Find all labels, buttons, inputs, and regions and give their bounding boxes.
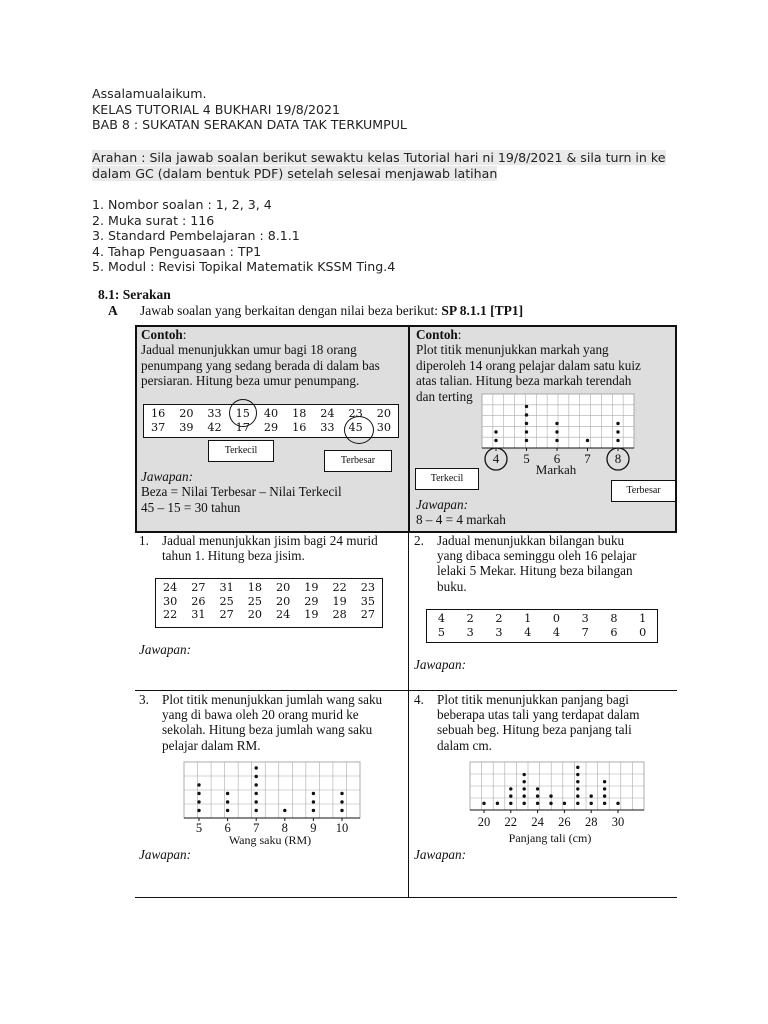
data-point	[255, 792, 258, 795]
q2-jawapan[interactable]: Jawapan:	[414, 657, 467, 672]
data-point	[586, 439, 589, 442]
q1-mass-table	[155, 578, 383, 628]
table-cell: 30	[376, 420, 391, 434]
x-tick-label: 5	[523, 451, 530, 466]
data-point	[494, 439, 497, 442]
x-tick-label: 8	[281, 821, 288, 835]
table-cell: 17	[235, 420, 250, 434]
instruction	[92, 150, 692, 181]
data-point	[576, 766, 579, 769]
table-cell: 20	[276, 581, 291, 594]
example-title: Contoh	[141, 327, 183, 342]
jawapan-label: Jawapan:	[141, 469, 194, 484]
table-cell: 3	[581, 612, 589, 625]
data-point	[226, 792, 229, 795]
table-cell: 25	[247, 594, 262, 608]
data-point	[496, 802, 499, 805]
questions-mid-divider	[135, 690, 677, 691]
info-item: 1. Nombor soalan : 1, 2, 3, 4	[92, 197, 272, 212]
x-axis-label: Markah	[535, 462, 577, 477]
instruction-line-1: Arahan : Sila jawab soalan berikut sewaktu kelas Tutorial hari ni 19/8/2021 & sila turn in ke	[92, 150, 666, 165]
table-cell: 22	[163, 608, 178, 621]
answer-line: Beza = Nilai Terbesar – Nilai Terkecil	[141, 484, 342, 500]
data-point	[549, 802, 552, 805]
x-tick-label: 30	[611, 815, 625, 829]
q3-text-line: Plot titik menunjukkan jumlah wang saku	[162, 692, 383, 707]
example-title-colon: :	[457, 327, 462, 342]
data-point	[523, 773, 526, 776]
table-cell: 31	[191, 608, 206, 621]
info-item: 4. Tahap Penguasaan : TP1	[92, 243, 262, 259]
x-tick-label: 20	[477, 815, 491, 829]
class-line: KELAS TUTORIAL 4 BUKHARI 19/8/2021	[92, 101, 341, 117]
data-point	[340, 809, 343, 812]
q4-text-line: Plot titik menunjukkan panjang bagi	[437, 692, 629, 707]
data-point	[197, 800, 200, 803]
x-axis-label: Wang saku (RM)	[228, 833, 312, 847]
table-cell: 45	[348, 420, 363, 434]
data-point	[523, 787, 526, 790]
data-point	[576, 802, 579, 805]
data-point	[616, 802, 619, 805]
q2-books-table	[426, 609, 658, 643]
table-cell: 27	[360, 608, 375, 621]
x-tick-label: 26	[558, 815, 571, 829]
data-point	[340, 800, 343, 803]
example-text-line: dan terting	[416, 388, 473, 404]
example-text-line: atas talian. Hitung beza markah terendah	[416, 373, 632, 389]
q4-text	[437, 692, 673, 753]
questions-bottom-line	[135, 897, 677, 898]
q4-number: 4.	[414, 692, 424, 707]
table-cell: 29	[263, 420, 279, 434]
q4-dot-plot	[466, 760, 646, 846]
data-point	[523, 780, 526, 783]
table-cell: 1	[524, 612, 532, 625]
example-title: Contoh	[416, 327, 458, 342]
data-point	[616, 439, 619, 442]
q3-number: 3.	[139, 692, 149, 707]
data-point	[523, 794, 526, 797]
q3-jawapan[interactable]: Jawapan:	[139, 847, 192, 862]
table-cell: 20	[179, 407, 194, 420]
x-axis-label: Panjang tali (cm)	[508, 831, 592, 845]
example-text-line: Jadual menunjukkan umur bagi 18 orang	[141, 342, 357, 358]
table-cell: 26	[191, 594, 206, 608]
q1-jawapan[interactable]: Jawapan:	[139, 642, 192, 657]
data-point	[555, 439, 558, 442]
x-tick-label: 7	[584, 451, 591, 466]
table-cell: 28	[332, 608, 347, 621]
q3-text-line: pelajar dalam RM.	[162, 737, 261, 753]
example-left-text	[141, 327, 406, 389]
q3-text	[162, 692, 402, 753]
data-point	[312, 792, 315, 795]
table-cell: 3	[466, 625, 474, 639]
x-tick-label: 4	[492, 451, 500, 466]
answer-line: 45 – 15 = 30 tahun	[141, 499, 241, 515]
label-terkecil-right: Terkecil	[415, 468, 479, 490]
section-text: Jawab soalan yang berkaitan dengan nilai beza berikut:	[140, 303, 442, 318]
data-point	[603, 802, 606, 805]
section-sp: SP 8.1.1 [TP1]	[441, 303, 524, 318]
table-cell: 27	[219, 608, 234, 621]
table-cell: 20	[376, 407, 391, 420]
chapter-line: BAB 8 : SUKATAN SERAKAN DATA TAK TERKUMPUL	[92, 117, 407, 133]
q2-text-line: yang dibaca seminggu oleh 16 pelajar	[437, 548, 637, 564]
example-title-colon: :	[182, 327, 187, 342]
data-point	[525, 439, 528, 442]
data-point	[312, 809, 315, 812]
q1-number: 1.	[139, 533, 149, 548]
data-point	[525, 405, 528, 408]
label-terbesar-left: Terbesar	[324, 450, 392, 472]
q1-text-line: Jadual menunjukkan jisim bagi 24 murid	[162, 533, 378, 548]
x-tick-label: 28	[584, 815, 598, 829]
data-point	[563, 802, 566, 805]
section-a-line	[108, 303, 523, 319]
q1-mass-grid	[156, 581, 382, 622]
data-point	[482, 802, 485, 805]
data-point	[340, 792, 343, 795]
table-row	[156, 595, 382, 609]
q3-dot-plot	[180, 758, 362, 848]
table-cell: 2	[466, 612, 474, 625]
info-item: 5. Modul : Revisi Topikal Matematik KSSM Ting.4	[92, 259, 396, 275]
data-point	[525, 430, 528, 433]
data-point	[197, 783, 200, 786]
table-cell: 7	[581, 625, 589, 639]
x-tick-label: 5	[195, 821, 203, 835]
data-point	[525, 413, 528, 416]
x-tick-label: 6	[553, 451, 561, 466]
table-cell: 22	[332, 581, 347, 594]
document-header	[92, 86, 692, 133]
data-point	[509, 794, 512, 797]
q2-text	[437, 533, 673, 594]
q1-text-line: tahun 1. Hitung beza jisim.	[162, 548, 305, 564]
q2-text-line: lelaki 5 Mekar. Hitung beza bilangan	[437, 563, 633, 579]
data-point	[509, 802, 512, 805]
x-tick-label: 10	[335, 821, 349, 835]
data-point	[555, 430, 558, 433]
table-cell: 40	[263, 407, 279, 420]
info-item: 3. Standard Pembelajaran : 8.1.1	[92, 228, 300, 244]
min-value-circle	[229, 399, 257, 427]
table-cell: 23	[348, 407, 363, 420]
table-cell: 4	[552, 625, 560, 639]
data-point	[536, 802, 539, 805]
table-cell: 0	[552, 612, 560, 625]
q4-text-line: beberapa utas tali yang terdapat dalam	[437, 707, 640, 723]
data-point	[576, 794, 579, 797]
data-point	[255, 809, 258, 812]
q2-text-line: Jadual menunjukkan bilangan buku	[437, 533, 625, 548]
table-row	[156, 581, 382, 595]
table-cell: 35	[360, 594, 375, 608]
example-left-answer	[141, 469, 406, 515]
q4-text-line: dalam cm.	[437, 737, 492, 753]
table-cell: 37	[150, 420, 166, 434]
data-point	[255, 800, 258, 803]
q1-text	[162, 533, 402, 563]
data-point	[536, 794, 539, 797]
x-tick-label: 22	[504, 815, 518, 829]
table-cell: 1	[639, 612, 647, 625]
data-point	[255, 775, 258, 778]
example-text-line: Plot titik menunjukkan markah yang	[416, 342, 609, 358]
instruction-line-2: dalam GC (dalam bentuk PDF) setelah selesai menjawab latihan	[92, 165, 498, 181]
table-cell: 19	[304, 608, 319, 621]
x-tick-label: 6	[224, 821, 231, 835]
data-point	[494, 430, 497, 433]
table-cell: 33	[207, 407, 222, 420]
table-row	[427, 612, 657, 626]
data-point	[603, 787, 606, 790]
data-point	[525, 422, 528, 425]
example-text-line: persiaran. Hitung beza umur penumpang.	[141, 373, 360, 389]
greeting: Assalamualaikum.	[92, 86, 207, 101]
table-cell: 31	[219, 581, 234, 594]
data-point	[576, 780, 579, 783]
data-point	[523, 802, 526, 805]
table-row	[156, 608, 382, 622]
table-cell: 25	[219, 594, 234, 608]
info-list	[92, 197, 692, 275]
data-point	[312, 800, 315, 803]
data-point	[603, 780, 606, 783]
jawapan-label: Jawapan:	[416, 497, 469, 512]
max-value-circle	[344, 416, 374, 444]
table-cell: 39	[179, 420, 194, 434]
x-tick-label: 8	[614, 451, 622, 466]
q2-text-line: buku.	[437, 578, 467, 594]
table-cell: 18	[247, 581, 262, 594]
table-cell: 19	[332, 594, 347, 608]
data-point	[197, 809, 200, 812]
q2-books-grid	[427, 612, 657, 639]
table-cell: 42	[207, 420, 222, 434]
example-divider	[408, 325, 410, 533]
data-point	[226, 800, 229, 803]
table-cell: 5	[437, 625, 445, 639]
table-cell: 4	[524, 625, 532, 639]
data-point	[616, 422, 619, 425]
x-tick-label: 7	[253, 821, 260, 835]
example-right-answer	[416, 497, 674, 528]
data-point	[616, 430, 619, 433]
data-point	[555, 422, 558, 425]
data-point	[255, 783, 258, 786]
table-cell: 16	[150, 407, 166, 420]
q3-text-line: yang di bawa oleh 20 orang murid ke	[162, 707, 359, 723]
table-cell: 18	[292, 407, 307, 420]
table-cell: 24	[276, 608, 291, 621]
table-cell: 15	[235, 407, 250, 420]
section-letter: A	[108, 303, 118, 318]
table-cell: 4	[437, 612, 445, 625]
questions-center-divider	[408, 533, 409, 898]
table-cell: 6	[610, 625, 618, 639]
table-cell: 29	[304, 594, 319, 608]
table-cell: 19	[304, 581, 319, 594]
x-tick-label: 24	[531, 815, 544, 829]
answer-line: 8 – 4 = 4 markah	[416, 512, 506, 528]
example-dot-plot	[478, 392, 636, 480]
table-cell: 8	[610, 612, 618, 625]
x-tick-label: 9	[310, 821, 317, 835]
data-point	[590, 794, 593, 797]
table-cell: 2	[495, 612, 503, 625]
table-cell: 30	[163, 594, 178, 608]
table-cell: 23	[360, 581, 375, 594]
table-row	[427, 626, 657, 640]
table-cell: 16	[292, 420, 307, 434]
table-cell: 20	[276, 594, 291, 608]
label-terkecil-left: Terkecil	[208, 440, 274, 462]
data-point	[255, 766, 258, 769]
q3-text-line: sekolah. Hitung beza jumlah wang saku	[162, 722, 373, 738]
table-cell: 3	[495, 625, 503, 639]
data-point	[590, 802, 593, 805]
table-cell: 33	[320, 420, 335, 434]
data-point	[576, 773, 579, 776]
info-item: 2. Muka surat : 116	[92, 212, 215, 228]
q4-jawapan[interactable]: Jawapan:	[414, 847, 467, 862]
table-cell: 24	[163, 581, 178, 594]
data-point	[509, 787, 512, 790]
table-cell: 0	[639, 625, 647, 639]
q4-text-line: sebuah beg. Hitung beza panjang tali	[437, 722, 632, 738]
q2-number: 2.	[414, 533, 424, 548]
example-text-line: penumpang yang sedang berada di dalam bas	[141, 357, 380, 373]
section-title: 8.1: Serakan	[98, 287, 171, 302]
data-point	[576, 787, 579, 790]
data-point	[197, 792, 200, 795]
table-cell: 24	[320, 407, 335, 420]
data-point	[603, 794, 606, 797]
example-text-line: diperoleh 14 orang pelajar dalam satu kuiz	[416, 357, 641, 373]
data-point	[226, 809, 229, 812]
data-point	[283, 809, 286, 812]
table-cell: 20	[247, 608, 262, 621]
table-cell: 27	[191, 581, 206, 594]
data-point	[536, 787, 539, 790]
label-terbesar-right: Terbesar	[611, 480, 676, 502]
data-point	[549, 794, 552, 797]
